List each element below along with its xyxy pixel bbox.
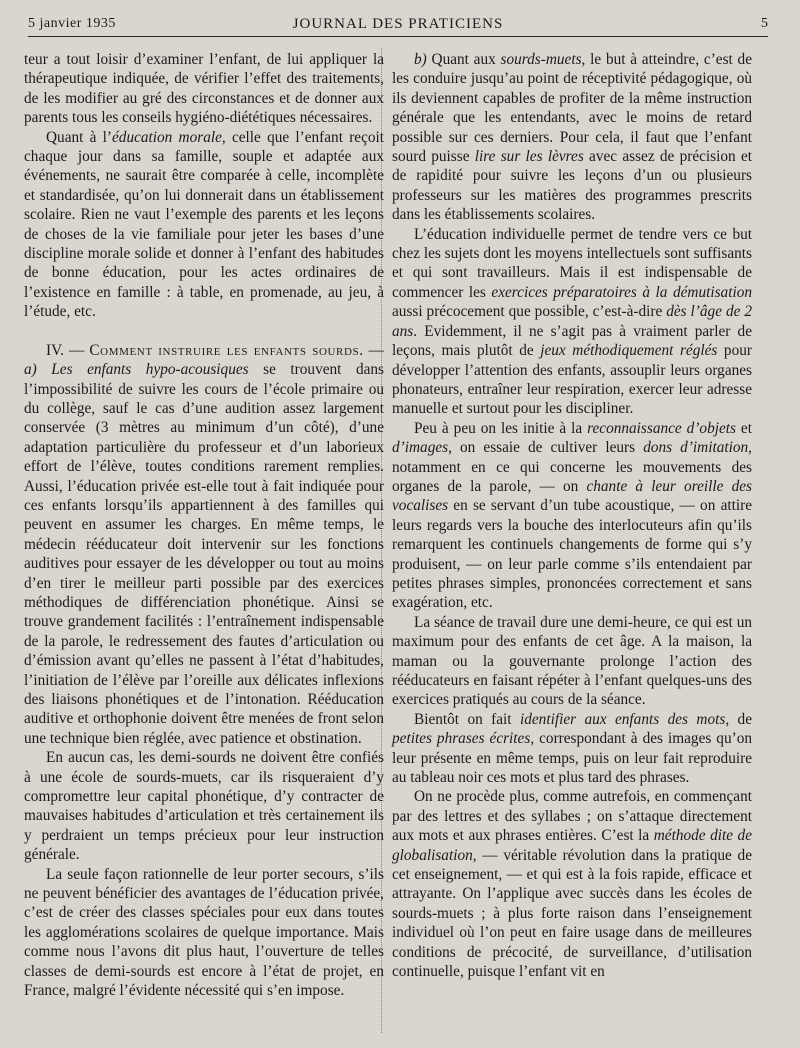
text-run: aussi précocement que possible, c’est-à-dire <box>392 303 667 321</box>
text-run: . Evidemment, il ne s’agit pas à vraiment parler de leçons, mais plutôt de <box>392 322 752 360</box>
italic-text: éducation morale <box>112 128 222 146</box>
text-run: On ne procède plus, comme autrefois, en commençant par des lettres et des syllabes ; on s’attaque directement aux mots et aux phrases entières. C’est la <box>392 788 752 845</box>
text-run: La séance de travail dure une demi-heure, ce qui est un maximum pour des enfants de cet âge. A la maison, la maman ou la gouvernante prolonge l’action des rééducateurs en faisant répéter à l’enfant quelques-uns des exercices pratiqués au cours de la séance. <box>392 613 752 709</box>
text-run: , notamment en ce qui concerne les mouvements des organes de la parole, — on <box>392 439 752 495</box>
text-run: En aucun cas, les demi-sourds ne doivent être confiés à une école de sourds-muets, car ils risqueraient d’y compromettre leur capital phonétique, d’y contracter de mauvaises habitudes d’articulation et très certainement ils y perdraient un temps précieux pour leur instruction générale. <box>24 749 384 864</box>
text-run: pour développer l’attention des enfants, assouplir leurs organes phonateurs, entraîner leur respiration, exercer leur adresse manuelle et surtout pour les discipliner. <box>392 342 752 418</box>
text-run: , correspondant à des images qu’on leur présente en même temps, puis on leur fait reproduire au tableau noir ces mots et plus tard des phrases. <box>392 730 752 787</box>
text-run: Bientôt on fait <box>414 710 520 728</box>
text-run: — <box>363 341 384 359</box>
paragraph <box>24 865 384 1001</box>
section-title: Comment instruire les enfants sourds. <box>89 341 364 359</box>
text-run: Peu à peu on les initie à la <box>414 419 588 437</box>
paragraph <box>392 613 752 710</box>
section-iv <box>24 341 384 749</box>
subsection-heading: Les enfants hypo-acousiques <box>51 361 249 379</box>
italic-text: a) <box>24 361 52 379</box>
subsection-b <box>392 50 752 225</box>
italic-text: méthode dite de globalisation <box>392 827 752 864</box>
text-run: , — véritable révolution dans la pratique de cet enseignement, — et qui est à la fois rapide, efficace et attrayante. On l’applique avec succès dans les écoles de sourds-muets ; à plus forte raison dans l’enseignement individuel où l’on peut en faire usage dans de meilleures conditions de précocité, de surveillance, d’utilisation continuelle, puisque l’enfant vit en <box>392 846 752 981</box>
paragraph <box>24 748 384 864</box>
paragraph-moral-education <box>24 128 384 322</box>
running-header <box>28 14 768 37</box>
text-run: L’éducation individuelle permet de tendre vers ce but chez les sujets dont les moyens intellectuels sont suffisants et qui sont travailleurs. Mais il est indispensable de commencer les <box>392 225 752 301</box>
left-column <box>24 50 384 1001</box>
text-run: et <box>735 419 752 437</box>
italic-text: lire sur les lèvres <box>474 148 584 166</box>
page-number: 5 <box>761 16 768 31</box>
text-run: teur a tout loisir d’examiner l’enfant, de lui appliquer la thérapeutique indiquée, de vérifier l’effet des traitements, de les modifier au gré des circonstances et de donner aux parents tous les conseils hygiéno-diététiques nécessaires. <box>24 51 384 127</box>
text-run: avec assez de précision et de rapidité pour suivre les leçons d’un ou plusieurs professeurs sur les matières des programmes prescrits dans les établissements scolaires. <box>392 148 752 224</box>
text-run: en se servant d’un tube acoustique, — on attire leurs regards vers la bouche des interlocuteurs afin qu’ils remarquent les continuels changements de forme qui s’y produisent, — on leur parle comme s’ils entendaient par petites phrases simples, prononcées correctement et sans exagération, etc. <box>392 497 752 612</box>
italic-text: b) <box>414 51 432 68</box>
journal-title: JOURNAL DES PRATICIENS <box>292 16 504 32</box>
italic-text: exercices préparatoires à la démutisation <box>491 283 752 301</box>
text-run: , celle que l’enfant reçoit chaque jour dans sa famille, souple et adaptée aux événements, ne saurait être comparée à celle, incomplète et standardisée, qu’on lui donnerait dans un établissement scolaire. Rien ne vaut l’exemple des parents et les leçons de choses de la vie familiale pour jeter les bases d’une discipline morale solide et donner à l’enfant des habitudes de bonne éducation, pour les actes ordinaires de l’existence en famille : à table, en promenade, au jeu, à l’étude, etc. <box>24 128 385 321</box>
text-run: Quant aux <box>431 51 501 68</box>
italic-text: jeux méthodiquement réglés <box>540 342 718 360</box>
italic-text: reconnaissance d’objets <box>587 419 736 437</box>
paragraph <box>392 787 752 981</box>
italic-text: identifier aux enfants des mots <box>519 710 726 728</box>
italic-text: sourds-muets <box>500 51 582 68</box>
italic-text: petites phrases écrites <box>392 730 531 748</box>
paragraph <box>392 225 752 419</box>
italic-text: dons d’imitation <box>643 439 749 457</box>
text-run: , on essaie de cultiver leurs <box>448 439 644 457</box>
paragraph <box>392 710 752 788</box>
italic-text: d’images <box>392 439 449 457</box>
text-run: , le but à atteindre, c’est de les conduire jusqu’au point de réceptivité pédagogique, où ils deviennent capables de profiter de la même instruction générale que les entendants, avec le moins de retard possible sur ces derniers. Pour cela, il faut que l’enfant sourd puisse <box>392 51 752 166</box>
text-run: La seule façon rationnelle de leur porter secours, s’ils ne peuvent bénéficier des avantages de l’éducation privée, c’est de créer des classes spéciales pour eux dans toutes les agglomérations scolaires de quelque importance. Mais comme nous l’avons dit plus haut, l’ouverture de telles classes de demi-sourds est encore à l’état de projet, en France, malgré l’évidente nécessité qui s’en impose. <box>24 865 384 1000</box>
text-run: Quant à l’ <box>46 128 112 146</box>
text-run: se trouvent dans l’impossibilité de suivre les cours de l’école primaire ou du collège, sauf le cas d’une audition assez largement conservée (3 mètres au minimum d’un côté), d’une adaptation particulière du professeur et d’un laborieux effort de l’élève, toutes conditions rarement remplies. Aussi, l’éducation privée est-elle tout à fait indiquée pour ces enfants lorsqu’ils appartiennent à des familles qui peuvent en assumer les charges. En même temps, le médecin rééducateur doit intervenir sur les fonctions auditives pour essayer de les développer ou tout au moins d’en tirer le meilleur parti possible par des exercices méthodiques de différenciation phonétique. Ainsi se trouve grandement facilités : l’entraînement indispensable de la parole, le redressement des fautes d’articulation ou d’émission avant qu’elles ne passent à l’état d’habitudes, l’initiation de l’élève par l’oreille aux délicates inflexions des liaisons phonétiques et de l’intonation. Rééducation auditive et orthophonie doivent être menées de front selon une technique bien réglée, avec patience et obstination. <box>24 361 384 747</box>
section-number: IV. — <box>46 341 90 359</box>
issue-date: 5 janvier 1935 <box>28 16 116 31</box>
italic-text: dès l’âge de 2 ans <box>392 303 752 340</box>
paragraph <box>24 50 384 128</box>
paragraph <box>392 419 752 613</box>
right-column <box>392 50 752 982</box>
text-run: , de <box>725 710 752 728</box>
italic-text: chante à leur oreille des vocalises <box>392 477 752 515</box>
